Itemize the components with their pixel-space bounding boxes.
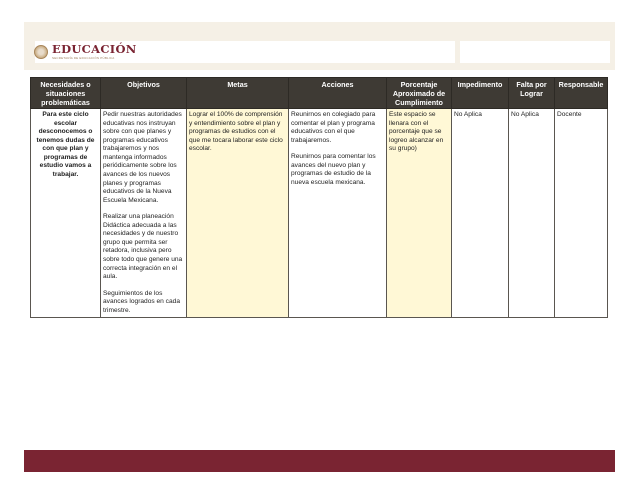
header-responsible: Responsable	[555, 78, 608, 109]
national-seal-icon	[34, 45, 48, 59]
header-missing: Falta por Lograr	[509, 78, 555, 109]
header-objectives: Objetivos	[101, 78, 187, 109]
objective-paragraph: Seguimientos de los avances logrados en cada trimestre.	[103, 289, 180, 314]
cell-objectives	[101, 109, 187, 318]
cell-goals: Lograr el 100% de comprensión y entendimiento sobre el plan y programas de estudios con el que me tocara laborar este ciclo escolar.	[187, 109, 289, 318]
logo-title: EDUCACIÓN	[52, 42, 137, 56]
education-logo	[34, 44, 137, 60]
table-header-row	[31, 78, 608, 109]
objective-paragraph: Pedir nuestras autoridades educativas nos instruyan sobre con que planes y programas educativos trabajaremos y nos mantenga informados periódicamente sobre los avances de los nuevos planes y programas educativos de la Nueva Escuela Mexicana.	[103, 111, 182, 204]
logo-subtitle: SECRETARÍA DE EDUCACIÓN PÚBLICA	[52, 55, 115, 60]
action-paragraph: Reunirnos en colegiado para comentar el plan y programa educativos con el que trabajaremos.	[291, 111, 376, 144]
cell-need: Para este ciclo escolar desconocemos o tenemos dudas de con que plan y programas de estudio vamos a trabajar.	[31, 109, 101, 318]
cell-actions	[289, 109, 387, 318]
header-percent: Porcentaje Aproximado de Cumplimiento	[387, 78, 452, 109]
header-impediment: Impedimento	[452, 78, 509, 109]
cell-responsible: Docente	[555, 109, 608, 318]
header-white-strip-right	[460, 41, 610, 63]
action-paragraph: Reunirnos para comentar los avances del nuevo plan y programas de estudio de la nueva escuela mexicana.	[291, 153, 376, 186]
header-actions: Acciones	[289, 78, 387, 109]
table-row	[31, 109, 608, 318]
header-need: Necesidades o situaciones problemáticas	[31, 78, 101, 109]
cell-percent: Este espacio se llenara con el porcentaje que se logreo alcanzar en su grupo)	[387, 109, 452, 318]
action-plan-table	[30, 77, 608, 318]
cell-impediment: No Aplica	[452, 109, 509, 318]
header-goals: Metas	[187, 78, 289, 109]
cell-missing: No Aplica	[509, 109, 555, 318]
footer-band	[24, 450, 615, 472]
objective-paragraph: Realizar una planeación Didáctica adecuada a las necesidades y de nuestro grupo que permita ser retadora, inclusiva pero sobre todo que genere una correcta integración en el aula.	[103, 213, 183, 281]
